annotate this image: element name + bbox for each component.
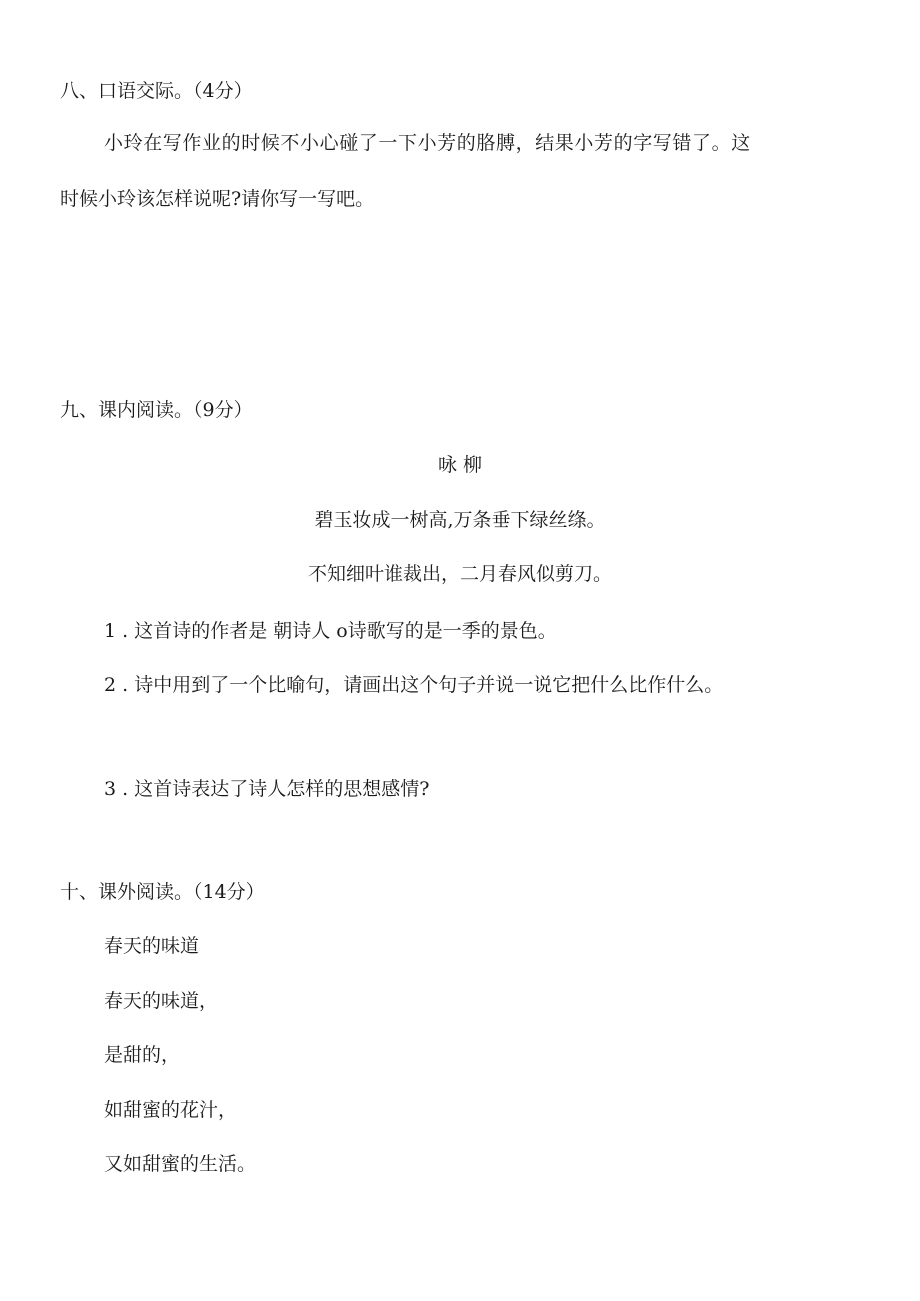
section-8-heading: 八、口语交际。（4分） <box>60 80 253 102</box>
poem-title: 咏 柳 <box>437 454 483 476</box>
reading-line: 又如甜蜜的生活。 <box>104 1153 257 1175</box>
section-10-heading: 十、课外阅读。（14分） <box>60 881 265 903</box>
reading-line: 如甜蜜的花汁， <box>104 1099 238 1121</box>
reading-title: 春天的味道 <box>104 935 200 957</box>
section-8-paragraph-line-1: 小玲在写作业的时候不小心碰了一下小芳的胳膊，结果小芳的字写错了。这 <box>104 132 751 154</box>
reading-line: 春天的味道， <box>104 990 219 1012</box>
reading-line: 是甜的， <box>104 1044 181 1066</box>
poem-line-2: 不知细叶谁裁出，二月春风似剪刀。 <box>307 563 612 585</box>
question-2: 2 . 诗中用到了一个比喻句，请画出这个句子并说一说它把什么比作什么。 <box>104 674 724 696</box>
question-3: 3 . 这首诗表达了诗人怎样的思想感情? <box>104 778 430 800</box>
section-9-heading: 九、课内阅读。（9分） <box>60 399 253 421</box>
section-8-paragraph-line-2: 时候小玲该怎样说呢?请你写一写吧。 <box>60 188 375 210</box>
question-1: 1 . 这首诗的作者是 朝诗人 o诗歌写的是一季的景色。 <box>104 620 557 642</box>
poem-line-1: 碧玉妆成一树高,万条垂下绿丝绦。 <box>314 509 606 531</box>
